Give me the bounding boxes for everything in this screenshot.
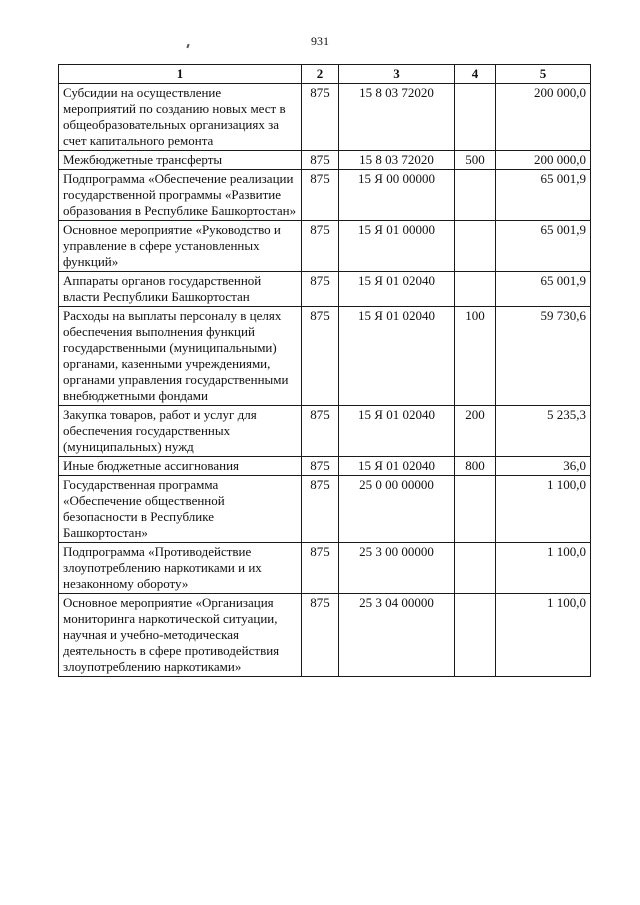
table-row [59, 543, 591, 594]
row-amount-cell: 1 100,0 [496, 543, 591, 594]
row-target-article-cell: 15 Я 00 00000 [339, 170, 455, 221]
row-name-cell: Межбюджетные трансферты [59, 151, 302, 170]
row-expense-type-cell [455, 84, 496, 151]
budget-table [58, 64, 591, 677]
row-department-code-cell: 875 [302, 406, 339, 457]
column-header-5: 5 [496, 65, 591, 84]
row-department-code-cell: 875 [302, 543, 339, 594]
row-name-cell: Государственная программа «Обеспечение общественной безопасности в Республике Башкортостан» [59, 476, 302, 543]
table-row [59, 170, 591, 221]
row-name-cell: Основное мероприятие «Руководство и управление в сфере установленных функций» [59, 221, 302, 272]
row-name-cell: Подпрограмма «Противодействие злоупотреблению наркотиками и их незаконному обороту» [59, 543, 302, 594]
row-amount-cell: 59 730,6 [496, 307, 591, 406]
column-header-4: 4 [455, 65, 496, 84]
table-row [59, 272, 591, 307]
row-department-code-cell: 875 [302, 457, 339, 476]
table-row [59, 476, 591, 543]
row-expense-type-cell [455, 543, 496, 594]
row-target-article-cell: 15 Я 01 02040 [339, 406, 455, 457]
row-target-article-cell: 15 8 03 72020 [339, 84, 455, 151]
row-department-code-cell: 875 [302, 170, 339, 221]
row-target-article-cell: 15 Я 01 02040 [339, 272, 455, 307]
column-header-2: 2 [302, 65, 339, 84]
row-name-cell: Закупка товаров, работ и услуг для обеспечения государственных (муниципальных) нужд [59, 406, 302, 457]
row-name-cell: Субсидии на осуществление мероприятий по созданию новых мест в общеобразовательных организациях за счет капитального ремонта [59, 84, 302, 151]
column-header-1: 1 [59, 65, 302, 84]
row-department-code-cell: 875 [302, 221, 339, 272]
row-target-article-cell: 15 Я 01 02040 [339, 457, 455, 476]
row-expense-type-cell: 100 [455, 307, 496, 406]
row-department-code-cell: 875 [302, 84, 339, 151]
row-expense-type-cell: 800 [455, 457, 496, 476]
row-expense-type-cell: 500 [455, 151, 496, 170]
table-header-row [59, 65, 591, 84]
row-expense-type-cell [455, 272, 496, 307]
row-target-article-cell: 15 Я 01 00000 [339, 221, 455, 272]
table-row [59, 457, 591, 476]
row-name-cell: Иные бюджетные ассигнования [59, 457, 302, 476]
row-amount-cell: 65 001,9 [496, 221, 591, 272]
row-target-article-cell: 15 8 03 72020 [339, 151, 455, 170]
row-department-code-cell: 875 [302, 272, 339, 307]
table-row [59, 221, 591, 272]
row-name-cell: Аппараты органов государственной власти Республики Башкортостан [59, 272, 302, 307]
row-target-article-cell: 15 Я 01 02040 [339, 307, 455, 406]
column-header-3: 3 [339, 65, 455, 84]
table-body [59, 84, 591, 677]
page-number: 931 [311, 34, 329, 48]
table-row [59, 307, 591, 406]
row-target-article-cell: 25 3 04 00000 [339, 594, 455, 677]
row-expense-type-cell [455, 221, 496, 272]
row-department-code-cell: 875 [302, 594, 339, 677]
row-amount-cell: 200 000,0 [496, 84, 591, 151]
row-expense-type-cell [455, 594, 496, 677]
row-expense-type-cell: 200 [455, 406, 496, 457]
table-row [59, 151, 591, 170]
row-amount-cell: 65 001,9 [496, 170, 591, 221]
row-name-cell: Подпрограмма «Обеспечение реализации государственной программы «Развитие образования в Республике Башкортостан» [59, 170, 302, 221]
table-row [59, 594, 591, 677]
row-expense-type-cell [455, 170, 496, 221]
row-department-code-cell: 875 [302, 307, 339, 406]
row-target-article-cell: 25 3 00 00000 [339, 543, 455, 594]
row-amount-cell: 200 000,0 [496, 151, 591, 170]
row-amount-cell: 65 001,9 [496, 272, 591, 307]
row-department-code-cell: 875 [302, 476, 339, 543]
table-row [59, 406, 591, 457]
row-amount-cell: 1 100,0 [496, 476, 591, 543]
row-name-cell: Расходы на выплаты персоналу в целях обеспечения выполнения функций государственными (муниципальными) органами, казенными учреждениями, органами управления государственными внебюджетными фондами [59, 307, 302, 406]
row-expense-type-cell [455, 476, 496, 543]
row-department-code-cell: 875 [302, 151, 339, 170]
row-name-cell: Основное мероприятие «Организация мониторинга наркотической ситуации, научная и учебно-методическая деятельность в сфере противодействия злоупотреблению наркотиками» [59, 594, 302, 677]
table-row [59, 84, 591, 151]
row-amount-cell: 5 235,3 [496, 406, 591, 457]
row-amount-cell: 1 100,0 [496, 594, 591, 677]
row-target-article-cell: 25 0 00 00000 [339, 476, 455, 543]
row-amount-cell: 36,0 [496, 457, 591, 476]
